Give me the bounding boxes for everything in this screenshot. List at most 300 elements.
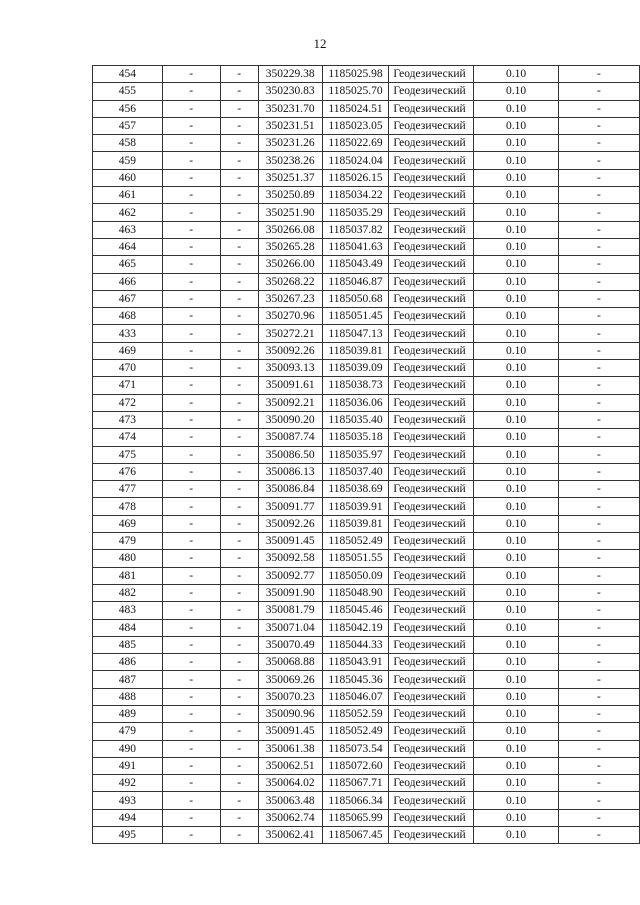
y-coordinate-cell: 1185046.07 bbox=[322, 688, 389, 705]
point-number-cell: 470 bbox=[93, 360, 163, 377]
accuracy-cell: 0.10 bbox=[474, 377, 559, 394]
x-coordinate-cell: 350268.22 bbox=[258, 273, 322, 290]
y-old-cell: - bbox=[220, 238, 258, 255]
y-old-cell: - bbox=[220, 654, 258, 671]
x-old-cell: - bbox=[162, 152, 220, 169]
y-old-cell: - bbox=[220, 66, 258, 83]
accuracy-cell: 0.10 bbox=[474, 619, 559, 636]
method-cell: Геодезический bbox=[389, 394, 474, 411]
method-cell: Геодезический bbox=[389, 152, 474, 169]
y-coordinate-cell: 1185045.36 bbox=[322, 671, 389, 688]
x-coordinate-cell: 350064.02 bbox=[258, 775, 322, 792]
method-cell: Геодезический bbox=[389, 221, 474, 238]
x-old-cell: - bbox=[162, 792, 220, 809]
point-number-cell: 494 bbox=[93, 809, 163, 826]
description-cell: - bbox=[558, 100, 639, 117]
description-cell: - bbox=[558, 204, 639, 221]
description-cell: - bbox=[558, 308, 639, 325]
accuracy-cell: 0.10 bbox=[474, 83, 559, 100]
x-coordinate-cell: 350062.51 bbox=[258, 757, 322, 774]
x-old-cell: - bbox=[162, 550, 220, 567]
y-coordinate-cell: 1185036.06 bbox=[322, 394, 389, 411]
point-number-cell: 483 bbox=[93, 602, 163, 619]
accuracy-cell: 0.10 bbox=[474, 705, 559, 722]
y-old-cell: - bbox=[220, 117, 258, 134]
x-coordinate-cell: 350092.21 bbox=[258, 394, 322, 411]
accuracy-cell: 0.10 bbox=[474, 273, 559, 290]
y-coordinate-cell: 1185039.81 bbox=[322, 342, 389, 359]
x-coordinate-cell: 350091.45 bbox=[258, 723, 322, 740]
description-cell: - bbox=[558, 377, 639, 394]
method-cell: Геодезический bbox=[389, 273, 474, 290]
accuracy-cell: 0.10 bbox=[474, 654, 559, 671]
accuracy-cell: 0.10 bbox=[474, 100, 559, 117]
description-cell: - bbox=[558, 757, 639, 774]
x-old-cell: - bbox=[162, 204, 220, 221]
description-cell: - bbox=[558, 827, 639, 844]
method-cell: Геодезический bbox=[389, 135, 474, 152]
y-coordinate-cell: 1185035.97 bbox=[322, 446, 389, 463]
method-cell: Геодезический bbox=[389, 342, 474, 359]
accuracy-cell: 0.10 bbox=[474, 394, 559, 411]
y-old-cell: - bbox=[220, 636, 258, 653]
y-old-cell: - bbox=[220, 481, 258, 498]
point-number-cell: 474 bbox=[93, 429, 163, 446]
accuracy-cell: 0.10 bbox=[474, 688, 559, 705]
description-cell: - bbox=[558, 740, 639, 757]
accuracy-cell: 0.10 bbox=[474, 757, 559, 774]
y-coordinate-cell: 1185024.51 bbox=[322, 100, 389, 117]
method-cell: Геодезический bbox=[389, 705, 474, 722]
point-number-cell: 495 bbox=[93, 827, 163, 844]
method-cell: Геодезический bbox=[389, 498, 474, 515]
table-row bbox=[93, 498, 640, 515]
x-old-cell: - bbox=[162, 688, 220, 705]
y-old-cell: - bbox=[220, 533, 258, 550]
table-row bbox=[93, 66, 640, 83]
y-coordinate-cell: 1185042.19 bbox=[322, 619, 389, 636]
x-old-cell: - bbox=[162, 256, 220, 273]
point-number-cell: 469 bbox=[93, 342, 163, 359]
description-cell: - bbox=[558, 775, 639, 792]
x-old-cell: - bbox=[162, 584, 220, 601]
method-cell: Геодезический bbox=[389, 429, 474, 446]
accuracy-cell: 0.10 bbox=[474, 481, 559, 498]
x-old-cell: - bbox=[162, 135, 220, 152]
x-old-cell: - bbox=[162, 377, 220, 394]
y-coordinate-cell: 1185044.33 bbox=[322, 636, 389, 653]
y-coordinate-cell: 1185052.49 bbox=[322, 723, 389, 740]
x-coordinate-cell: 350093.13 bbox=[258, 360, 322, 377]
point-number-cell: 480 bbox=[93, 550, 163, 567]
description-cell: - bbox=[558, 135, 639, 152]
y-old-cell: - bbox=[220, 83, 258, 100]
table-row bbox=[93, 688, 640, 705]
x-old-cell: - bbox=[162, 515, 220, 532]
x-coordinate-cell: 350238.26 bbox=[258, 152, 322, 169]
x-old-cell: - bbox=[162, 602, 220, 619]
x-old-cell: - bbox=[162, 809, 220, 826]
y-coordinate-cell: 1185025.98 bbox=[322, 66, 389, 83]
table-row bbox=[93, 775, 640, 792]
point-number-cell: 486 bbox=[93, 654, 163, 671]
y-old-cell: - bbox=[220, 567, 258, 584]
table-row bbox=[93, 757, 640, 774]
x-coordinate-cell: 350091.61 bbox=[258, 377, 322, 394]
accuracy-cell: 0.10 bbox=[474, 809, 559, 826]
description-cell: - bbox=[558, 515, 639, 532]
point-number-cell: 460 bbox=[93, 169, 163, 186]
y-old-cell: - bbox=[220, 463, 258, 480]
description-cell: - bbox=[558, 83, 639, 100]
y-coordinate-cell: 1185039.91 bbox=[322, 498, 389, 515]
method-cell: Геодезический bbox=[389, 187, 474, 204]
x-old-cell: - bbox=[162, 360, 220, 377]
method-cell: Геодезический bbox=[389, 290, 474, 307]
point-number-cell: 492 bbox=[93, 775, 163, 792]
description-cell: - bbox=[558, 221, 639, 238]
point-number-cell: 488 bbox=[93, 688, 163, 705]
accuracy-cell: 0.10 bbox=[474, 792, 559, 809]
accuracy-cell: 0.10 bbox=[474, 515, 559, 532]
method-cell: Геодезический bbox=[389, 481, 474, 498]
description-cell: - bbox=[558, 256, 639, 273]
table-row bbox=[93, 117, 640, 134]
accuracy-cell: 0.10 bbox=[474, 325, 559, 342]
point-number-cell: 472 bbox=[93, 394, 163, 411]
accuracy-cell: 0.10 bbox=[474, 602, 559, 619]
point-number-cell: 481 bbox=[93, 567, 163, 584]
y-coordinate-cell: 1185025.70 bbox=[322, 83, 389, 100]
y-coordinate-cell: 1185047.13 bbox=[322, 325, 389, 342]
table-row bbox=[93, 654, 640, 671]
x-coordinate-cell: 350091.45 bbox=[258, 533, 322, 550]
y-old-cell: - bbox=[220, 221, 258, 238]
x-coordinate-cell: 350229.38 bbox=[258, 66, 322, 83]
table-row bbox=[93, 567, 640, 584]
point-number-cell: 468 bbox=[93, 308, 163, 325]
y-old-cell: - bbox=[220, 619, 258, 636]
accuracy-cell: 0.10 bbox=[474, 740, 559, 757]
x-old-cell: - bbox=[162, 757, 220, 774]
x-coordinate-cell: 350086.50 bbox=[258, 446, 322, 463]
description-cell: - bbox=[558, 187, 639, 204]
method-cell: Геодезический bbox=[389, 66, 474, 83]
x-old-cell: - bbox=[162, 705, 220, 722]
table-row bbox=[93, 584, 640, 601]
table-row bbox=[93, 550, 640, 567]
table-row bbox=[93, 83, 640, 100]
point-number-cell: 454 bbox=[93, 66, 163, 83]
y-coordinate-cell: 1185043.91 bbox=[322, 654, 389, 671]
x-old-cell: - bbox=[162, 723, 220, 740]
x-coordinate-cell: 350267.23 bbox=[258, 290, 322, 307]
accuracy-cell: 0.10 bbox=[474, 429, 559, 446]
y-old-cell: - bbox=[220, 360, 258, 377]
description-cell: - bbox=[558, 273, 639, 290]
point-number-cell: 456 bbox=[93, 100, 163, 117]
method-cell: Геодезический bbox=[389, 775, 474, 792]
description-cell: - bbox=[558, 325, 639, 342]
x-coordinate-cell: 350091.77 bbox=[258, 498, 322, 515]
y-old-cell: - bbox=[220, 446, 258, 463]
x-coordinate-cell: 350265.28 bbox=[258, 238, 322, 255]
x-old-cell: - bbox=[162, 827, 220, 844]
x-coordinate-cell: 350062.41 bbox=[258, 827, 322, 844]
point-number-cell: 479 bbox=[93, 533, 163, 550]
method-cell: Геодезический bbox=[389, 515, 474, 532]
description-cell: - bbox=[558, 723, 639, 740]
x-old-cell: - bbox=[162, 273, 220, 290]
x-coordinate-cell: 350090.20 bbox=[258, 411, 322, 428]
accuracy-cell: 0.10 bbox=[474, 66, 559, 83]
y-coordinate-cell: 1185035.18 bbox=[322, 429, 389, 446]
x-coordinate-cell: 350270.96 bbox=[258, 308, 322, 325]
x-old-cell: - bbox=[162, 221, 220, 238]
x-old-cell: - bbox=[162, 446, 220, 463]
point-number-cell: 491 bbox=[93, 757, 163, 774]
y-coordinate-cell: 1185052.59 bbox=[322, 705, 389, 722]
description-cell: - bbox=[558, 550, 639, 567]
x-coordinate-cell: 350062.74 bbox=[258, 809, 322, 826]
method-cell: Геодезический bbox=[389, 740, 474, 757]
x-coordinate-cell: 350231.51 bbox=[258, 117, 322, 134]
method-cell: Геодезический bbox=[389, 377, 474, 394]
table-row bbox=[93, 100, 640, 117]
y-coordinate-cell: 1185037.40 bbox=[322, 463, 389, 480]
y-coordinate-cell: 1185050.68 bbox=[322, 290, 389, 307]
x-old-cell: - bbox=[162, 117, 220, 134]
method-cell: Геодезический bbox=[389, 584, 474, 601]
description-cell: - bbox=[558, 66, 639, 83]
accuracy-cell: 0.10 bbox=[474, 827, 559, 844]
y-coordinate-cell: 1185052.49 bbox=[322, 533, 389, 550]
table-row bbox=[93, 481, 640, 498]
accuracy-cell: 0.10 bbox=[474, 463, 559, 480]
description-cell: - bbox=[558, 654, 639, 671]
x-old-cell: - bbox=[162, 66, 220, 83]
table-row bbox=[93, 792, 640, 809]
method-cell: Геодезический bbox=[389, 567, 474, 584]
description-cell: - bbox=[558, 792, 639, 809]
x-old-cell: - bbox=[162, 187, 220, 204]
table-row bbox=[93, 827, 640, 844]
point-number-cell: 471 bbox=[93, 377, 163, 394]
method-cell: Геодезический bbox=[389, 671, 474, 688]
table-row bbox=[93, 723, 640, 740]
x-coordinate-cell: 350086.84 bbox=[258, 481, 322, 498]
x-coordinate-cell: 350272.21 bbox=[258, 325, 322, 342]
point-number-cell: 485 bbox=[93, 636, 163, 653]
point-number-cell: 433 bbox=[93, 325, 163, 342]
y-old-cell: - bbox=[220, 688, 258, 705]
description-cell: - bbox=[558, 342, 639, 359]
x-coordinate-cell: 350090.96 bbox=[258, 705, 322, 722]
y-coordinate-cell: 1185046.87 bbox=[322, 273, 389, 290]
y-coordinate-cell: 1185050.09 bbox=[322, 567, 389, 584]
accuracy-cell: 0.10 bbox=[474, 290, 559, 307]
y-old-cell: - bbox=[220, 152, 258, 169]
y-old-cell: - bbox=[220, 100, 258, 117]
accuracy-cell: 0.10 bbox=[474, 117, 559, 134]
y-coordinate-cell: 1185041.63 bbox=[322, 238, 389, 255]
y-coordinate-cell: 1185066.34 bbox=[322, 792, 389, 809]
description-cell: - bbox=[558, 360, 639, 377]
method-cell: Геодезический bbox=[389, 636, 474, 653]
x-coordinate-cell: 350070.49 bbox=[258, 636, 322, 653]
x-old-cell: - bbox=[162, 169, 220, 186]
y-old-cell: - bbox=[220, 187, 258, 204]
accuracy-cell: 0.10 bbox=[474, 671, 559, 688]
table-row bbox=[93, 429, 640, 446]
x-old-cell: - bbox=[162, 740, 220, 757]
method-cell: Геодезический bbox=[389, 238, 474, 255]
accuracy-cell: 0.10 bbox=[474, 567, 559, 584]
x-old-cell: - bbox=[162, 498, 220, 515]
table-row bbox=[93, 446, 640, 463]
y-coordinate-cell: 1185067.45 bbox=[322, 827, 389, 844]
y-coordinate-cell: 1185051.55 bbox=[322, 550, 389, 567]
accuracy-cell: 0.10 bbox=[474, 187, 559, 204]
description-cell: - bbox=[558, 117, 639, 134]
y-coordinate-cell: 1185072.60 bbox=[322, 757, 389, 774]
description-cell: - bbox=[558, 705, 639, 722]
x-coordinate-cell: 350081.79 bbox=[258, 602, 322, 619]
description-cell: - bbox=[558, 636, 639, 653]
description-cell: - bbox=[558, 584, 639, 601]
x-coordinate-cell: 350251.37 bbox=[258, 169, 322, 186]
y-coordinate-cell: 1185023.05 bbox=[322, 117, 389, 134]
y-old-cell: - bbox=[220, 602, 258, 619]
x-coordinate-cell: 350231.70 bbox=[258, 100, 322, 117]
point-number-cell: 469 bbox=[93, 515, 163, 532]
table-row bbox=[93, 256, 640, 273]
accuracy-cell: 0.10 bbox=[474, 152, 559, 169]
y-coordinate-cell: 1185024.04 bbox=[322, 152, 389, 169]
table-row bbox=[93, 360, 640, 377]
y-old-cell: - bbox=[220, 740, 258, 757]
x-coordinate-cell: 350071.04 bbox=[258, 619, 322, 636]
x-old-cell: - bbox=[162, 429, 220, 446]
y-old-cell: - bbox=[220, 671, 258, 688]
point-number-cell: 487 bbox=[93, 671, 163, 688]
x-old-cell: - bbox=[162, 411, 220, 428]
x-coordinate-cell: 350251.90 bbox=[258, 204, 322, 221]
description-cell: - bbox=[558, 411, 639, 428]
point-number-cell: 476 bbox=[93, 463, 163, 480]
page-number: 12 bbox=[313, 36, 327, 51]
x-coordinate-cell: 350092.26 bbox=[258, 342, 322, 359]
table-row bbox=[93, 671, 640, 688]
accuracy-cell: 0.10 bbox=[474, 360, 559, 377]
description-cell: - bbox=[558, 394, 639, 411]
method-cell: Геодезический bbox=[389, 256, 474, 273]
y-old-cell: - bbox=[220, 204, 258, 221]
description-cell: - bbox=[558, 809, 639, 826]
description-cell: - bbox=[558, 446, 639, 463]
description-cell: - bbox=[558, 619, 639, 636]
method-cell: Геодезический bbox=[389, 757, 474, 774]
coordinates-table bbox=[92, 65, 640, 844]
y-old-cell: - bbox=[220, 550, 258, 567]
x-old-cell: - bbox=[162, 533, 220, 550]
table-row bbox=[93, 325, 640, 342]
y-coordinate-cell: 1185038.69 bbox=[322, 481, 389, 498]
x-old-cell: - bbox=[162, 290, 220, 307]
x-old-cell: - bbox=[162, 308, 220, 325]
table-row bbox=[93, 187, 640, 204]
y-coordinate-cell: 1185034.22 bbox=[322, 187, 389, 204]
point-number-cell: 493 bbox=[93, 792, 163, 809]
x-old-cell: - bbox=[162, 567, 220, 584]
x-old-cell: - bbox=[162, 619, 220, 636]
x-old-cell: - bbox=[162, 481, 220, 498]
y-coordinate-cell: 1185039.09 bbox=[322, 360, 389, 377]
description-cell: - bbox=[558, 290, 639, 307]
table-row bbox=[93, 636, 640, 653]
x-old-cell: - bbox=[162, 325, 220, 342]
table-row bbox=[93, 602, 640, 619]
accuracy-cell: 0.10 bbox=[474, 238, 559, 255]
accuracy-cell: 0.10 bbox=[474, 550, 559, 567]
accuracy-cell: 0.10 bbox=[474, 584, 559, 601]
method-cell: Геодезический bbox=[389, 446, 474, 463]
y-old-cell: - bbox=[220, 256, 258, 273]
y-coordinate-cell: 1185035.40 bbox=[322, 411, 389, 428]
method-cell: Геодезический bbox=[389, 204, 474, 221]
y-old-cell: - bbox=[220, 342, 258, 359]
accuracy-cell: 0.10 bbox=[474, 221, 559, 238]
x-old-cell: - bbox=[162, 238, 220, 255]
point-number-cell: 478 bbox=[93, 498, 163, 515]
method-cell: Геодезический bbox=[389, 360, 474, 377]
point-number-cell: 479 bbox=[93, 723, 163, 740]
method-cell: Геодезический bbox=[389, 827, 474, 844]
x-old-cell: - bbox=[162, 775, 220, 792]
table-row bbox=[93, 204, 640, 221]
y-old-cell: - bbox=[220, 308, 258, 325]
accuracy-cell: 0.10 bbox=[474, 169, 559, 186]
point-number-cell: 458 bbox=[93, 135, 163, 152]
table-row bbox=[93, 377, 640, 394]
y-coordinate-cell: 1185073.54 bbox=[322, 740, 389, 757]
x-coordinate-cell: 350266.08 bbox=[258, 221, 322, 238]
method-cell: Геодезический bbox=[389, 83, 474, 100]
table-row bbox=[93, 169, 640, 186]
x-coordinate-cell: 350092.26 bbox=[258, 515, 322, 532]
y-coordinate-cell: 1185067.71 bbox=[322, 775, 389, 792]
accuracy-cell: 0.10 bbox=[474, 446, 559, 463]
method-cell: Геодезический bbox=[389, 308, 474, 325]
point-number-cell: 465 bbox=[93, 256, 163, 273]
point-number-cell: 477 bbox=[93, 481, 163, 498]
y-old-cell: - bbox=[220, 775, 258, 792]
description-cell: - bbox=[558, 533, 639, 550]
y-old-cell: - bbox=[220, 809, 258, 826]
method-cell: Геодезический bbox=[389, 688, 474, 705]
point-number-cell: 473 bbox=[93, 411, 163, 428]
method-cell: Геодезический bbox=[389, 550, 474, 567]
x-coordinate-cell: 350087.74 bbox=[258, 429, 322, 446]
x-coordinate-cell: 350091.90 bbox=[258, 584, 322, 601]
table-row bbox=[93, 619, 640, 636]
y-old-cell: - bbox=[220, 757, 258, 774]
y-coordinate-cell: 1185026.15 bbox=[322, 169, 389, 186]
x-old-cell: - bbox=[162, 671, 220, 688]
x-coordinate-cell: 350250.89 bbox=[258, 187, 322, 204]
table-row bbox=[93, 515, 640, 532]
y-coordinate-cell: 1185048.90 bbox=[322, 584, 389, 601]
